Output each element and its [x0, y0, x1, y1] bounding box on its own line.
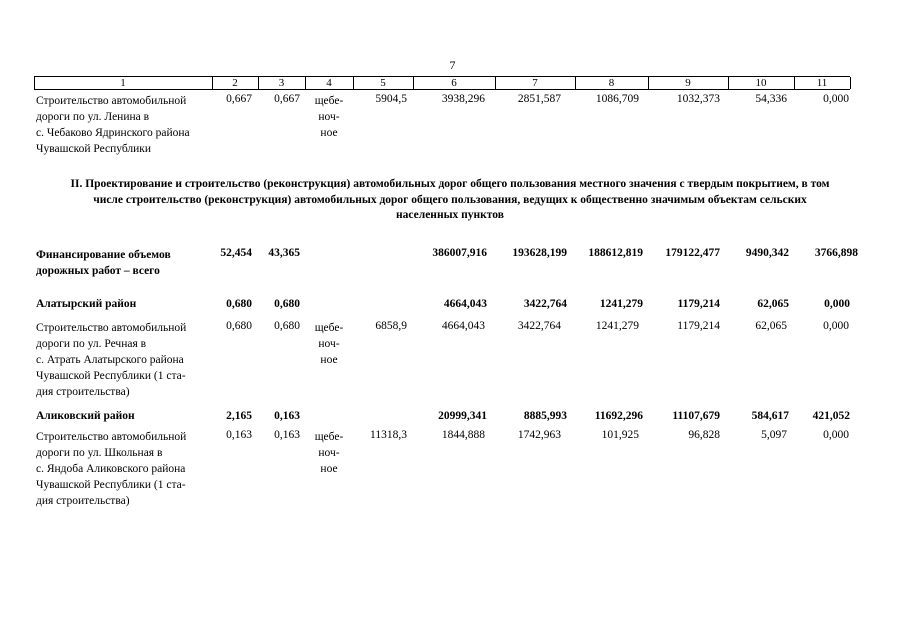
total-col11: 3766,898 [814, 247, 858, 259]
header-col-4: 4 [326, 77, 332, 89]
header-col-11: 11 [816, 77, 828, 89]
header-col-7: 7 [532, 77, 538, 89]
total-col6: 386007,916 [432, 247, 487, 259]
cell-col7: 1742,963 [517, 429, 561, 441]
row-description: Строительство автомобильной дороги по ул. Школьная в с. Яндоба Аликовского района Чувашской Республики (1 ста- дия строительства) [36, 431, 187, 507]
alatyr-col11: 0,000 [824, 298, 850, 310]
alikovo-col8: 11692,296 [594, 410, 643, 422]
cell-length-hard: 0,163 [274, 429, 300, 441]
cell-col5: 6858,9 [375, 320, 407, 332]
alikovo-col9: 11107,679 [672, 410, 720, 422]
header-col-2: 2 [232, 77, 238, 89]
district-name-alatyr: Алатырский район [36, 298, 137, 310]
header-col-8: 8 [608, 77, 615, 89]
alatyr-col8: 1241,279 [599, 298, 643, 310]
header-bottom-border [34, 89, 850, 90]
cell-col11: 0,000 [823, 429, 849, 441]
total-col7: 193628,199 [512, 247, 567, 259]
cell-surface-type: щебе- ноч- ное [314, 322, 344, 366]
district-name-alikovo: Аликовский район [36, 410, 135, 422]
page-number: 7 [449, 58, 456, 72]
cell-length-hard: 0,680 [274, 320, 300, 332]
cell-col6: 4664,043 [441, 320, 485, 332]
cell-col9: 96,828 [688, 429, 720, 441]
total-col9: 179122,477 [665, 247, 720, 259]
total-col8: 188612,819 [588, 247, 643, 259]
total-col2: 52,454 [220, 247, 252, 259]
section-heading: II. Проектирование и строительство (реконструкция) автомобильных дорог общего пользования местного значения с твердым покрытием, в том числе строительство (реконструкция) автомобильных дорог общего пользования, ведущих к общественно значимым объектам сельских населенных пунктов [70, 178, 830, 221]
cell-surface-type: щебе- ноч- ное [314, 95, 344, 139]
cell-col5: 5904,5 [375, 93, 407, 105]
cell-col8: 101,925 [601, 429, 639, 441]
alatyr-col9: 1179,214 [677, 298, 720, 310]
header-col-3: 3 [278, 77, 285, 89]
row-description: Строительство автомобильной дороги по ул. Речная в с. Атрать Алатырского района Чувашской Республики (1 ста- дия строительства) [36, 322, 187, 398]
total-row-label: Финансирование объемов дорожных работ – всего [36, 249, 171, 277]
row-description: Строительство автомобильной дороги по ул. Ленина в с. Чебаково Ядринского района Чувашской Республики [36, 95, 190, 155]
cell-col8: 1086,709 [595, 93, 639, 105]
alikovo-col3: 0,163 [274, 410, 300, 422]
column-divider [850, 77, 851, 89]
cell-col9: 1032,373 [676, 93, 720, 105]
alikovo-col2: 2,165 [226, 410, 252, 422]
cell-col5: 11318,3 [370, 429, 407, 441]
cell-col10: 54,336 [755, 93, 787, 105]
header-col-1: 1 [120, 77, 126, 89]
alatyr-col10: 62,065 [757, 298, 789, 310]
header-col-9: 9 [685, 77, 691, 89]
cell-col7: 2851,587 [517, 93, 561, 105]
header-col-10: 10 [755, 77, 767, 89]
total-col10: 9490,342 [745, 247, 789, 259]
cell-col10: 5,097 [761, 429, 787, 441]
total-col3: 43,365 [268, 247, 300, 259]
header-col-6: 6 [451, 77, 457, 89]
cell-surface-type: щебе- ноч- ное [314, 431, 344, 475]
cell-length-total: 0,163 [226, 429, 252, 441]
cell-col6: 3938,296 [441, 93, 485, 105]
alikovo-col11: 421,052 [812, 410, 850, 422]
cell-length-total: 0,680 [226, 320, 252, 332]
alikovo-col7: 8885,993 [523, 410, 567, 422]
cell-col11: 0,000 [823, 320, 849, 332]
alikovo-col10: 584,617 [751, 410, 789, 422]
alatyr-col7: 3422,764 [523, 298, 567, 310]
alikovo-col6: 20999,341 [438, 410, 487, 422]
cell-col10: 62,065 [755, 320, 787, 332]
alatyr-col3: 0,680 [274, 298, 300, 310]
cell-length-total: 0,667 [226, 93, 252, 105]
cell-col11: 0,000 [823, 93, 849, 105]
cell-col6: 1844,888 [441, 429, 485, 441]
cell-col7: 3422,764 [517, 320, 561, 332]
cell-length-hard: 0,667 [274, 93, 300, 105]
alatyr-col2: 0,680 [226, 298, 252, 310]
cell-col9: 1179,214 [677, 320, 720, 332]
header-col-5: 5 [380, 77, 386, 89]
cell-col8: 1241,279 [595, 320, 639, 332]
alatyr-col6: 4664,043 [443, 298, 487, 310]
